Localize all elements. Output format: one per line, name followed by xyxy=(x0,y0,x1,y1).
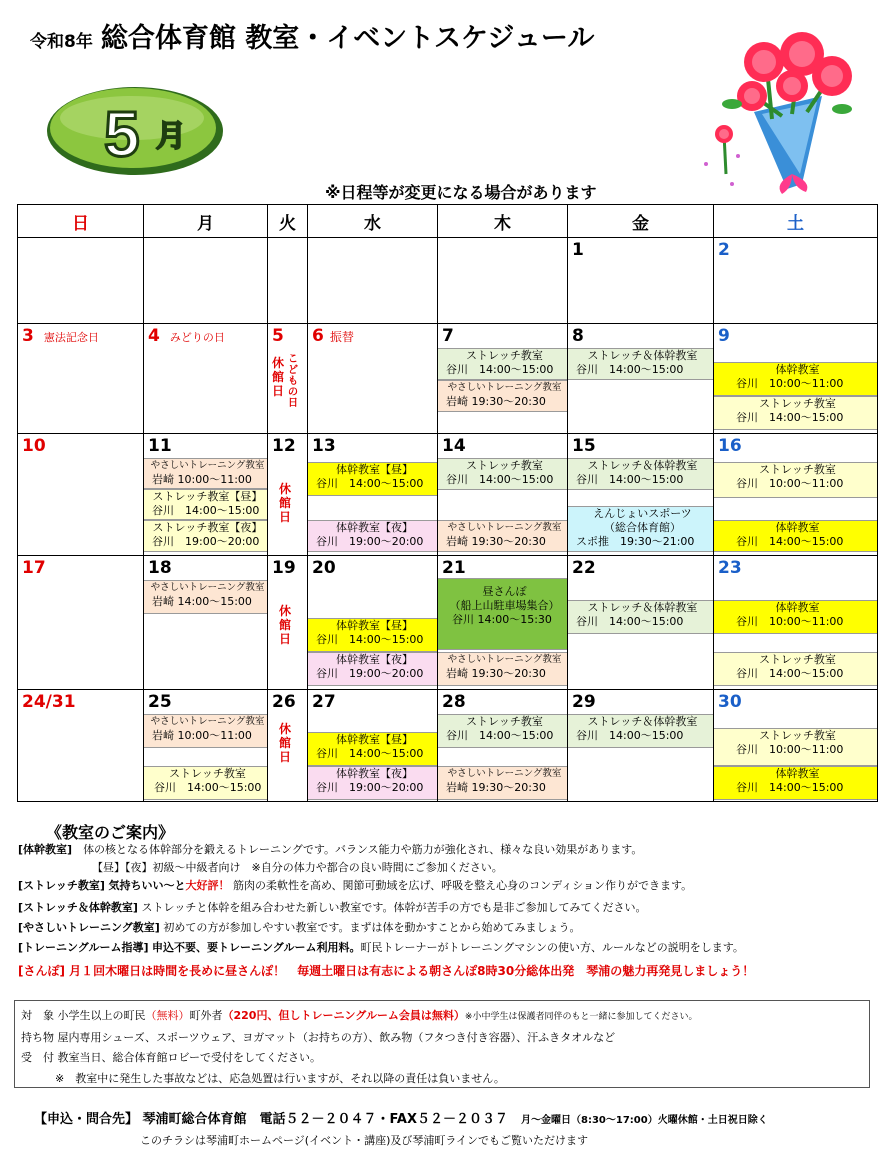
day-number: 21 xyxy=(442,558,466,578)
day-cell-12 xyxy=(268,434,308,556)
guide-taikan: [体幹教室] 体の核となる体幹部分を鍛えるトレーニングです。バランス能力や筋力が強化され、様々な良い効果があります。 xyxy=(18,843,643,856)
day-number: 3 xyxy=(22,326,34,346)
day-cell-22 xyxy=(568,556,714,690)
month-kanji: 月 xyxy=(156,119,186,154)
event-taikan-day: 体幹教室【昼】 谷川 14:00～15:00 xyxy=(308,618,437,652)
holiday-label: 憲法記念日 xyxy=(43,331,99,344)
guide-taikan-levels: 【昼】【夜】初級～中級者向け ※自分の体力や都合の良い時間にご参加ください。 xyxy=(92,861,503,874)
day-cell-26 xyxy=(268,690,308,802)
holiday-label: 振替 xyxy=(329,330,354,344)
guide-heading: 《教室のご案内》 xyxy=(46,823,175,842)
info-box xyxy=(14,1000,870,1088)
day-number: 15 xyxy=(572,436,596,456)
event-stretch: ストレッチ教室 谷川 14:00～15:00 xyxy=(438,458,567,490)
day-number: 1 xyxy=(572,240,584,260)
weekday-tue: 火 xyxy=(268,205,308,238)
day-number: 8 xyxy=(572,326,584,346)
event-taikan: 体幹教室 谷川 14:00～15:00 xyxy=(714,520,877,552)
day-number: 26 xyxy=(272,692,296,712)
closed-label: 休館日 xyxy=(279,604,292,646)
day-number: 20 xyxy=(312,558,336,578)
weekday-wed: 水 xyxy=(308,205,438,238)
info-disclaimer: ※ 教室中に発生した事故などは、応急処置は行いますが、それ以降の責任は負いません。 xyxy=(55,1072,505,1085)
day-cell-7 xyxy=(438,324,568,434)
event-stretch: ストレッチ教室 谷川 14:00～15:00 xyxy=(438,714,567,748)
day-number: 13 xyxy=(312,436,336,456)
event-stretch: ストレッチ教室 谷川 10:00～11:00 xyxy=(714,462,877,498)
event-stretch: ストレッチ教室 谷川 14:00～15:00 xyxy=(714,396,877,430)
day-cell-empty xyxy=(18,238,144,324)
day-cell-17 xyxy=(18,556,144,690)
day-cell-30 xyxy=(714,690,878,802)
event-taikan: 体幹教室 谷川 14:00～15:00 xyxy=(714,766,877,800)
day-cell-6 xyxy=(308,324,438,434)
event-stretch: ストレッチ教室 谷川 14:00～15:00 xyxy=(144,766,267,800)
info-belongings: 持ち物 屋内専用シューズ、スポーツウェア、ヨガマット（お持ちの方）、飲み物（フタつき付き容器）、汗ふきタオルなど xyxy=(21,1031,616,1044)
day-number: 27 xyxy=(312,692,336,712)
event-taikan-night: 体幹教室【夜】 谷川 19:00～20:00 xyxy=(308,520,437,552)
event-stretch: ストレッチ教室 谷川 10:00～11:00 xyxy=(714,728,877,766)
event-stretch: ストレッチ教室 谷川 14:00～15:00 xyxy=(438,348,567,380)
day-cell-empty xyxy=(268,238,308,324)
event-stretch-day: ストレッチ教室【昼】 谷川 14:00～15:00 xyxy=(144,489,267,520)
day-number: 7 xyxy=(442,326,454,346)
day-cell-20 xyxy=(308,556,438,690)
closed-label: 休館日 xyxy=(279,722,292,764)
day-cell-3 xyxy=(18,324,144,434)
day-number: 6 xyxy=(312,326,324,346)
event-gentle-training: やさしいトレーニング教室 岩崎 10:00～11:00 xyxy=(144,458,267,489)
day-number: 25 xyxy=(148,692,172,712)
day-cell-13 xyxy=(308,434,438,556)
event-lunch-walk: 昼さんぽ （船上山駐車場集合） 谷川 14:00～15:30 xyxy=(438,578,567,650)
event-taikan: 体幹教室 谷川 10:00～11:00 xyxy=(714,600,877,634)
day-number: 16 xyxy=(718,436,742,456)
event-taikan-day: 体幹教室【昼】 谷川 14:00～15:00 xyxy=(308,462,437,496)
day-number: 28 xyxy=(442,692,466,712)
event-stretch: ストレッチ教室 谷川 14:00～15:00 xyxy=(714,652,877,686)
day-number: 2 xyxy=(718,240,730,260)
day-number: 22 xyxy=(572,558,596,578)
event-stretch-taikan: ストレッチ＆体幹教室 谷川 14:00～15:00 xyxy=(568,348,713,380)
carnation-illustration xyxy=(692,24,862,196)
month-badge xyxy=(44,84,226,178)
guide-walk: [さんぽ] 月１回木曜日は時間を長めに昼さんぽ！ 毎週土曜日は有志による朝さんぽ8時30分総体出発 琴浦の魅力再発見しましょう！ xyxy=(18,964,755,978)
day-cell-5 xyxy=(268,324,308,434)
day-cell-2 xyxy=(714,238,878,324)
day-cell-23 xyxy=(714,556,878,690)
day-cell-19 xyxy=(268,556,308,690)
footer-note: このチラシは琴浦町ホームページ(イベント・講座)及び琴浦町ラインでもご覧いただけます xyxy=(140,1134,589,1147)
day-cell-21 xyxy=(438,556,568,690)
calendar-grid xyxy=(17,204,878,802)
day-cell-empty xyxy=(144,238,268,324)
day-cell-11 xyxy=(144,434,268,556)
day-cell-10 xyxy=(18,434,144,556)
month-number: 5 xyxy=(104,98,140,170)
day-cell-24-31 xyxy=(18,690,144,802)
info-target: 対 象 小学生以上の町民（無料）町外者（220円、但しトレーニングルーム会員は無料）※小中学生は保護者同伴のもと一緒に参加してください。 xyxy=(21,1009,698,1022)
day-number: 17 xyxy=(22,558,46,578)
day-cell-15 xyxy=(568,434,714,556)
event-taikan-night: 体幹教室【夜】 谷川 19:00～20:00 xyxy=(308,652,437,686)
day-number: 19 xyxy=(272,558,296,578)
event-stretch-taikan: ストレッチ＆体幹教室 谷川 14:00～15:00 xyxy=(568,600,713,634)
event-gentle-training: やさしいトレーニング教室 岩崎 10:00～11:00 xyxy=(144,714,267,748)
guide-gentle: [やさしいトレーニング教室] 初めての方が参加しやすい教室です。まずは体を動かすことから始めてみましょう。 xyxy=(18,921,581,934)
event-stretch-night: ストレッチ教室【夜】 谷川 19:00～20:00 xyxy=(144,520,267,552)
guide-training-room: [トレーニングルーム指導] 申込不要、要トレーニングルーム利用料。町民トレーナーがトレーニングマシンの使い方、ルールなどの説明をします。 xyxy=(18,941,744,954)
guide-stretch-taikan: [ストレッチ＆体幹教室] ストレッチと体幹を組み合わせた新しい教室です。体幹が苦手の方でも是非ご参加してみてください。 xyxy=(18,901,647,914)
day-number: 30 xyxy=(718,692,742,712)
event-taikan: 体幹教室 谷川 10:00～11:00 xyxy=(714,362,877,396)
day-cell-4 xyxy=(144,324,268,434)
event-taikan-day: 体幹教室【昼】 谷川 14:00～15:00 xyxy=(308,732,437,766)
day-number: 29 xyxy=(572,692,596,712)
day-cell-9 xyxy=(714,324,878,434)
weekday-thu: 木 xyxy=(438,205,568,238)
day-number: 14 xyxy=(442,436,466,456)
title-main: 総合体育館 教室・イベントスケジュール xyxy=(100,23,595,54)
kids-day-label: こどもの日 xyxy=(288,354,298,409)
day-cell-27 xyxy=(308,690,438,802)
closed-label: 休館日 xyxy=(279,482,292,524)
day-cell-29 xyxy=(568,690,714,802)
page-title xyxy=(30,16,594,55)
event-gentle-training: やさしいトレーニング教室 岩崎 19:30～20:30 xyxy=(438,380,567,412)
closed-label: 休館日 xyxy=(272,356,285,398)
day-cell-8 xyxy=(568,324,714,434)
day-number: 12 xyxy=(272,436,296,456)
day-cell-28 xyxy=(438,690,568,802)
holiday-label: みどりの日 xyxy=(169,331,225,344)
day-number: 4 xyxy=(148,326,160,346)
day-number: 10 xyxy=(22,436,46,456)
schedule-notice: ※日程等が変更になる場合があります xyxy=(325,183,597,202)
day-cell-empty xyxy=(308,238,438,324)
event-gentle-training: やさしいトレーニング教室 岩崎 19:30～20:30 xyxy=(438,520,567,552)
day-number: 23 xyxy=(718,558,742,578)
day-number: 24/31 xyxy=(22,692,76,712)
weekday-fri: 金 xyxy=(568,205,714,238)
day-cell-1 xyxy=(568,238,714,324)
title-year: 令和8年 xyxy=(30,32,93,52)
event-gentle-training: やさしいトレーニング教室 岩崎 19:30～20:30 xyxy=(438,652,567,686)
event-stretch-taikan: ストレッチ＆体幹教室 谷川 14:00～15:00 xyxy=(568,458,713,490)
day-number: 18 xyxy=(148,558,172,578)
day-cell-14 xyxy=(438,434,568,556)
day-cell-16 xyxy=(714,434,878,556)
guide-stretch: [ストレッチ教室] 気持ちいい～と大好評！ 筋肉の柔軟性を高め、関節可動域を広げ、呼吸を整え心身のコンディション作りができます。 xyxy=(18,879,693,892)
day-cell-empty xyxy=(438,238,568,324)
weekday-mon: 月 xyxy=(144,205,268,238)
event-gentle-training: やさしいトレーニング教室 岩崎 14:00～15:00 xyxy=(144,580,267,614)
day-number: 5 xyxy=(272,326,284,346)
day-number: 11 xyxy=(148,436,172,456)
info-reception: 受 付 教室当日、総合体育館ロビーで受付をしてください。 xyxy=(21,1051,322,1064)
weekday-sat: 土 xyxy=(714,205,878,238)
contact-line: 【申込・問合先】 琴浦町総合体育館 電話５２－２０４７・FAX５２－２０３７ 月～金曜日（8:30～17:00）火曜休館・土日祝日除く xyxy=(34,1112,768,1127)
day-cell-25 xyxy=(144,690,268,802)
day-number: 9 xyxy=(718,326,730,346)
day-cell-18 xyxy=(144,556,268,690)
event-taikan-night: 体幹教室【夜】 谷川 19:00～20:00 xyxy=(308,766,437,800)
event-enjoy-sports: えんじょいスポーツ （総合体育館） スポ推 19:30～21:00 xyxy=(568,506,713,552)
event-stretch-taikan: ストレッチ＆体幹教室 谷川 14:00～15:00 xyxy=(568,714,713,748)
weekday-sun: 日 xyxy=(18,205,144,238)
event-gentle-training: やさしいトレーニング教室 岩崎 19:30～20:30 xyxy=(438,766,567,800)
